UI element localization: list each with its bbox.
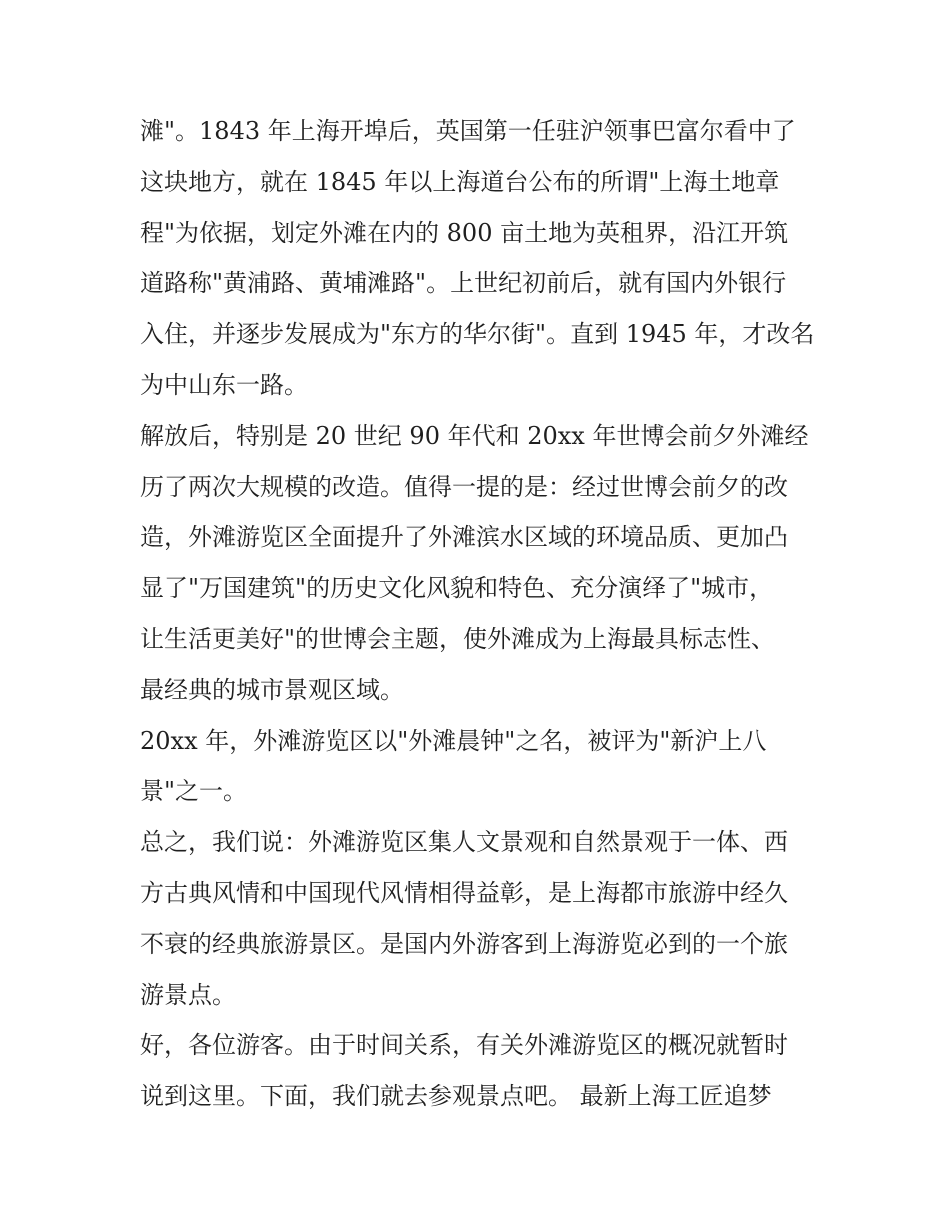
text-line: 造，外滩游览区全面提升了外滩滨水区域的环境品质、更加凸	[140, 523, 788, 552]
text-line: 道路称"黄浦路、黄埔滩路"。上世纪初前后，就有国内外银行	[140, 269, 787, 298]
text-line: 让生活更美好"的世博会主题，使外滩成为上海最具标志性、	[140, 624, 776, 653]
text-line: 为中山东一路。	[140, 370, 308, 399]
text-line: 入住，并逐步发展成为"东方的华尔街"。直到 1945 年，才改名	[140, 320, 815, 349]
text-line: 20xx 年，外滩游览区以"外滩晨钟"之名，被评为"新沪上八	[140, 726, 767, 755]
text-line: 好，各位游客。由于时间关系，有关外滩游览区的概况就暂时	[140, 1031, 788, 1060]
text-line: 不衰的经典旅游景区。是国内外游客到上海游览必到的一个旅	[140, 929, 788, 958]
text-line: 游景点。	[140, 980, 236, 1009]
text-line: 景"之一。	[140, 777, 248, 806]
text-line: 总之，我们说：外滩游览区集人文景观和自然景观于一体、西	[140, 828, 788, 857]
text-line: 显了"万国建筑"的历史文化风貌和特色、充分演绎了"城市，	[140, 574, 774, 603]
text-line: 这块地方，就在 1845 年以上海道台公布的所谓"上海土地章	[140, 167, 780, 196]
text-line: 解放后，特别是 20 世纪 90 年代和 20xx 年世博会前夕外滩经	[140, 421, 809, 450]
text-line: 历了两次大规模的改造。值得一提的是：经过世博会前夕的改	[140, 472, 788, 501]
text-line: 说到这里。下面，我们就去参观景点吧。 最新上海工匠追梦	[140, 1082, 772, 1111]
text-line: 程"为依据，划定外滩在内的 800 亩土地为英租界，沿江开筑	[140, 218, 789, 247]
text-line: 方古典风情和中国现代风情相得益彰，是上海都市旅游中经久	[140, 878, 788, 907]
body-text	[140, 106, 820, 1122]
text-line: 最经典的城市景观区域。	[140, 675, 404, 704]
text-line: 滩"。1843 年上海开埠后，英国第一任驻沪领事巴富尔看中了	[140, 117, 796, 145]
